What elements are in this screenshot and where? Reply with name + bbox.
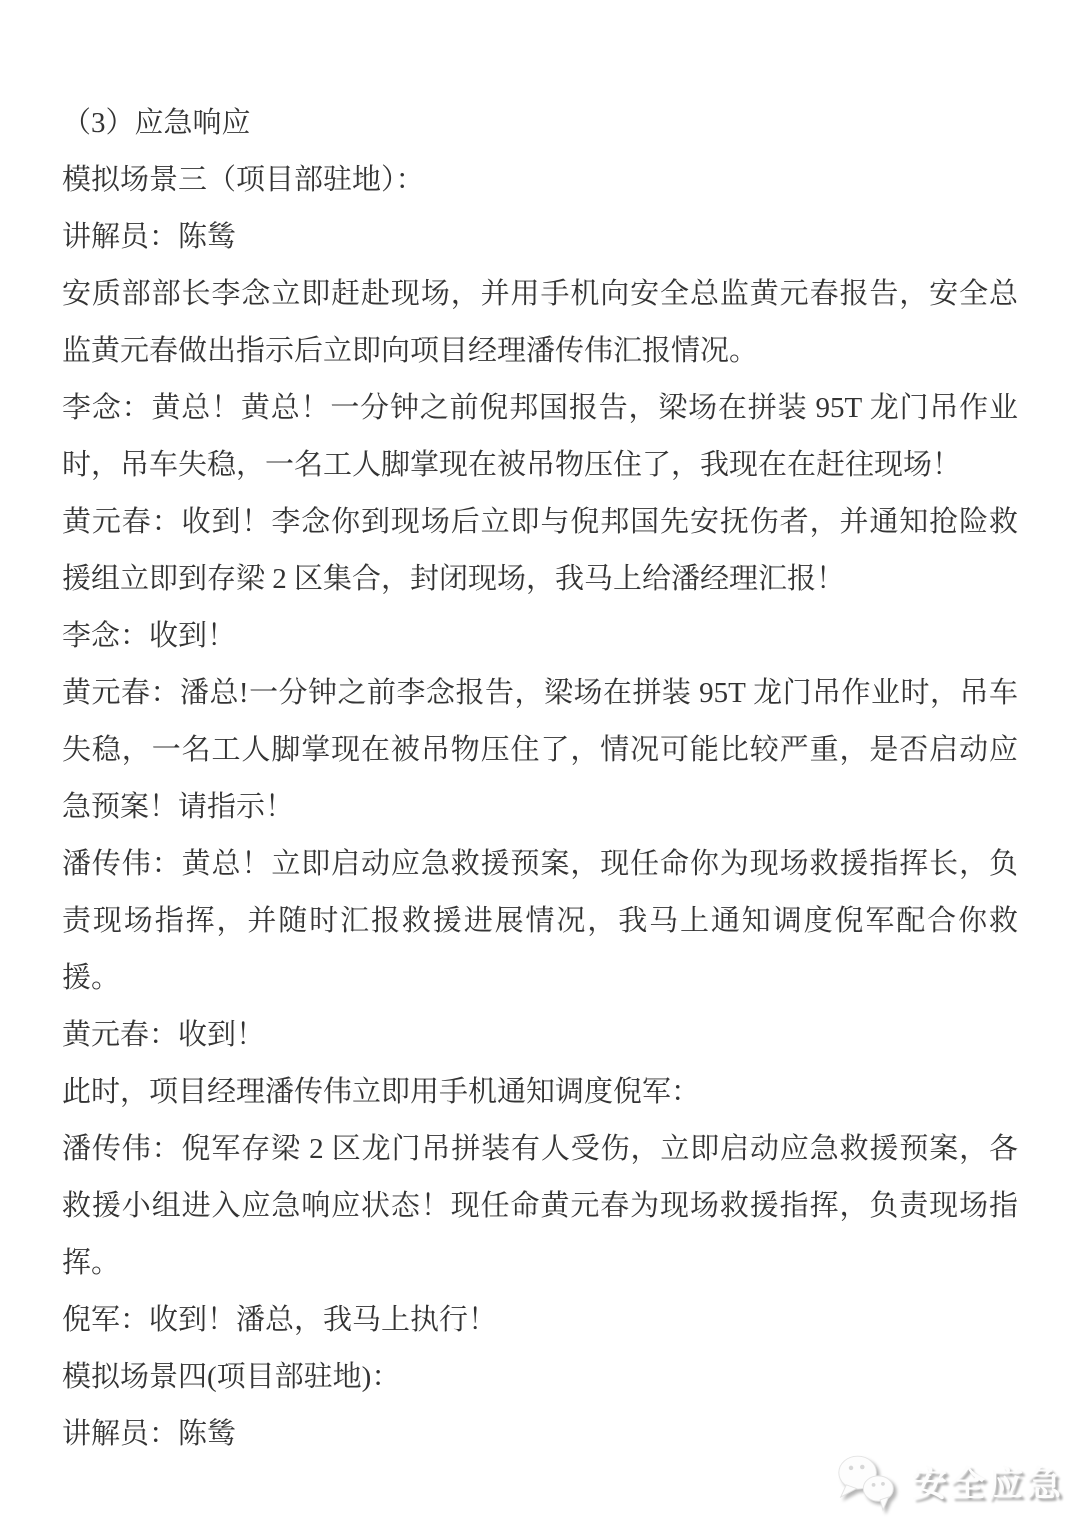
dialogue-line: 李念：黄总！黄总！一分钟之前倪邦国报告，梁场在拼装 95T 龙门吊作业时，吊车失稳，一名工人脚掌现在被吊物压住了，我现在在赶往现场！ bbox=[62, 392, 1018, 481]
narration-paragraph: 安质部部长李念立即赶赴现场，并用手机向安全总监黄元春报告，安全总监黄元春做出指示后立即向项目经理潘传伟汇报情况。 bbox=[62, 278, 1018, 367]
wechat-icon bbox=[834, 1451, 900, 1513]
narrator-line: 讲解员：陈鸶 bbox=[62, 221, 237, 253]
document-text bbox=[62, 95, 1018, 1463]
dialogue-line: 黄元春：收到！李念你到现场后立即与倪邦国先安抚伤者，并通知抢险救援组立即到存梁 2 区集合，封闭现场，我马上给潘经理汇报！ bbox=[62, 506, 1018, 595]
watermark-label: 安全应急 bbox=[911, 1465, 1064, 1504]
dialogue-line: 黄元春：收到！ bbox=[62, 1019, 266, 1051]
dialogue-line: 倪军：收到！潘总，我马上执行！ bbox=[62, 1304, 498, 1336]
narration-paragraph: 此时，项目经理潘传伟立即用手机通知调度倪军： bbox=[62, 1076, 701, 1108]
dialogue-line: 李念：收到！ bbox=[62, 620, 237, 652]
section-heading: （3）应急响应 bbox=[62, 107, 251, 139]
scene-heading-three: 模拟场景三（项目部驻地）： bbox=[62, 164, 425, 196]
dialogue-line: 潘传伟：黄总！立即启动应急救援预案，现任命你为现场救援指挥长，负责现场指挥，并随时汇报救援进展情况，我马上通知调度倪军配合你救援。 bbox=[62, 848, 1018, 994]
dialogue-line: 潘传伟：倪军存梁 2 区龙门吊拼装有人受伤，立即启动应急救援预案，各救援小组进入应急响应状态！现任命黄元春为现场救援指挥，负责现场指挥。 bbox=[62, 1133, 1018, 1279]
dialogue-line: 黄元春：潘总!一分钟之前李念报告，梁场在拼装 95T 龙门吊作业时，吊车失稳，一名工人脚掌现在被吊物压住了，情况可能比较严重，是否启动应急预案！请指示！ bbox=[62, 677, 1018, 823]
scene-heading-four: 模拟场景四(项目部驻地)： bbox=[62, 1361, 401, 1393]
watermark bbox=[834, 1451, 1064, 1513]
narrator-line: 讲解员：陈鸶 bbox=[62, 1418, 237, 1450]
